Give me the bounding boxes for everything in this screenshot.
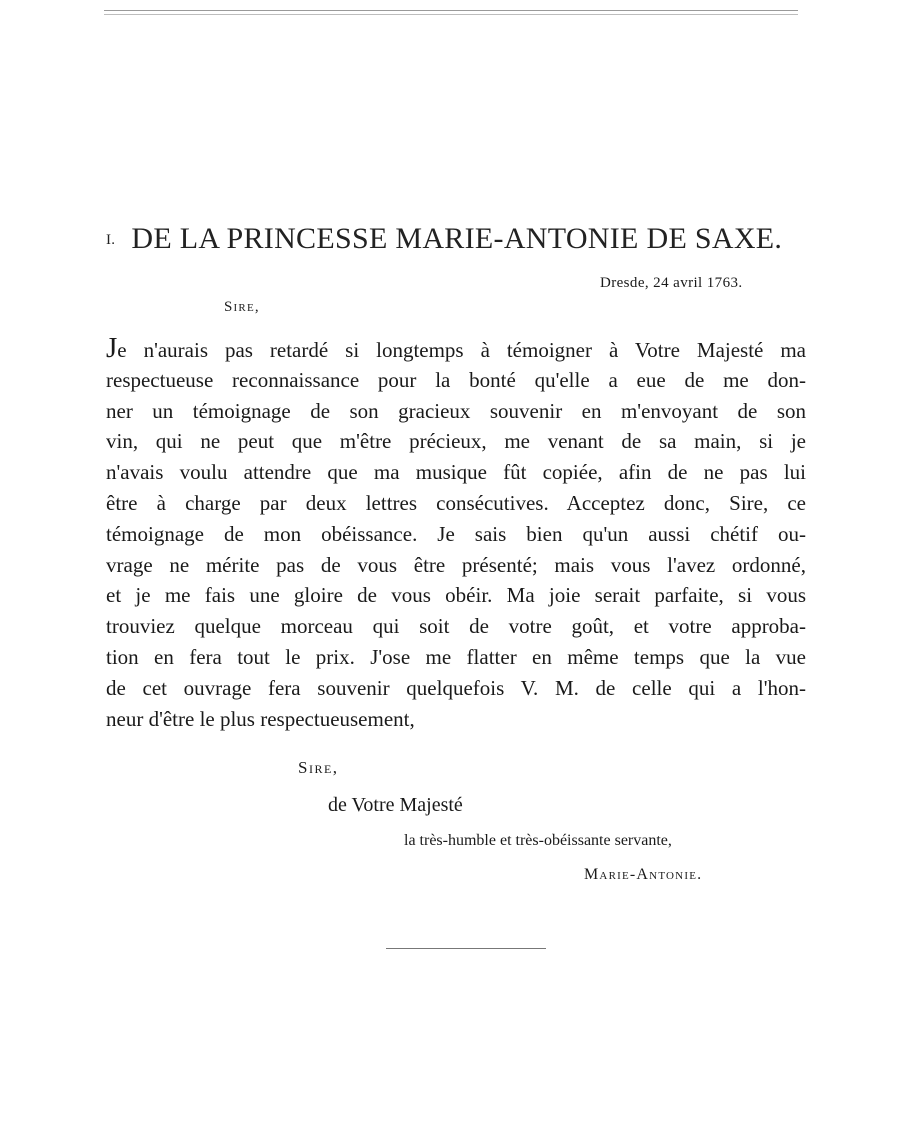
letter-line: n'avais voulu attendre que ma musique fût copiée, afin de ne pas lui: [106, 460, 806, 485]
letter-line: trouviez quelque morceau qui soit de votre goût, et votre approba-: [106, 614, 806, 639]
letter-number: I.: [106, 232, 116, 248]
letter-line: Je n'aurais pas retardé si longtemps à témoigner à Votre Majesté ma: [106, 332, 806, 364]
letter-line: de cet ouvrage fera souvenir quelquefois V. M. de celle qui a l'hon-: [106, 675, 806, 700]
closing-servante: la très-humble et très-obéissante servante,: [404, 832, 672, 849]
letter-line: être à charge par deux lettres consécutives. Acceptez donc, Sire, ce: [106, 490, 806, 515]
letter-title: DE LA PRINCESSE MARIE-ANTONIE DE SAXE.: [131, 222, 783, 255]
letter-line: respectueuse reconnaissance pour la bonté qu'elle a eue de me don-: [106, 367, 806, 392]
top-rule: [104, 10, 798, 11]
letter-line-last: neur d'être le plus respectueusement,: [106, 706, 415, 731]
top-rule-secondary: [104, 14, 798, 15]
letter-body: [106, 334, 806, 734]
letter-line: et je me fais une gloire de vous obéir. Ma joie serait parfaite, si vous: [106, 583, 806, 608]
closing-salutation: Sire,: [298, 758, 339, 777]
closing-de-votre-majeste: de Votre Majesté: [328, 794, 463, 816]
letter-line: ner un témoignage de son gracieux souvenir en m'envoyant de son: [106, 398, 806, 423]
drop-cap: J: [106, 332, 118, 364]
signature: Marie-Antonie.: [584, 866, 703, 883]
bottom-rule: [386, 948, 546, 949]
letter-line: vrage ne mérite pas de vous être présenté; mais vous l'avez ordonné,: [106, 552, 806, 577]
dateline: Dresde, 24 avril 1763.: [600, 275, 743, 291]
letter-line: témoignage de mon obéissance. Je sais bien qu'un aussi chétif ou-: [106, 521, 806, 546]
letter-line: tion en fera tout le prix. J'ose me flatter en même temps que la vue: [106, 644, 806, 669]
letter-heading: [106, 222, 806, 256]
salutation: Sire,: [224, 299, 260, 315]
letter-line: vin, qui ne peut que m'être précieux, me venant de sa main, si je: [106, 429, 806, 454]
